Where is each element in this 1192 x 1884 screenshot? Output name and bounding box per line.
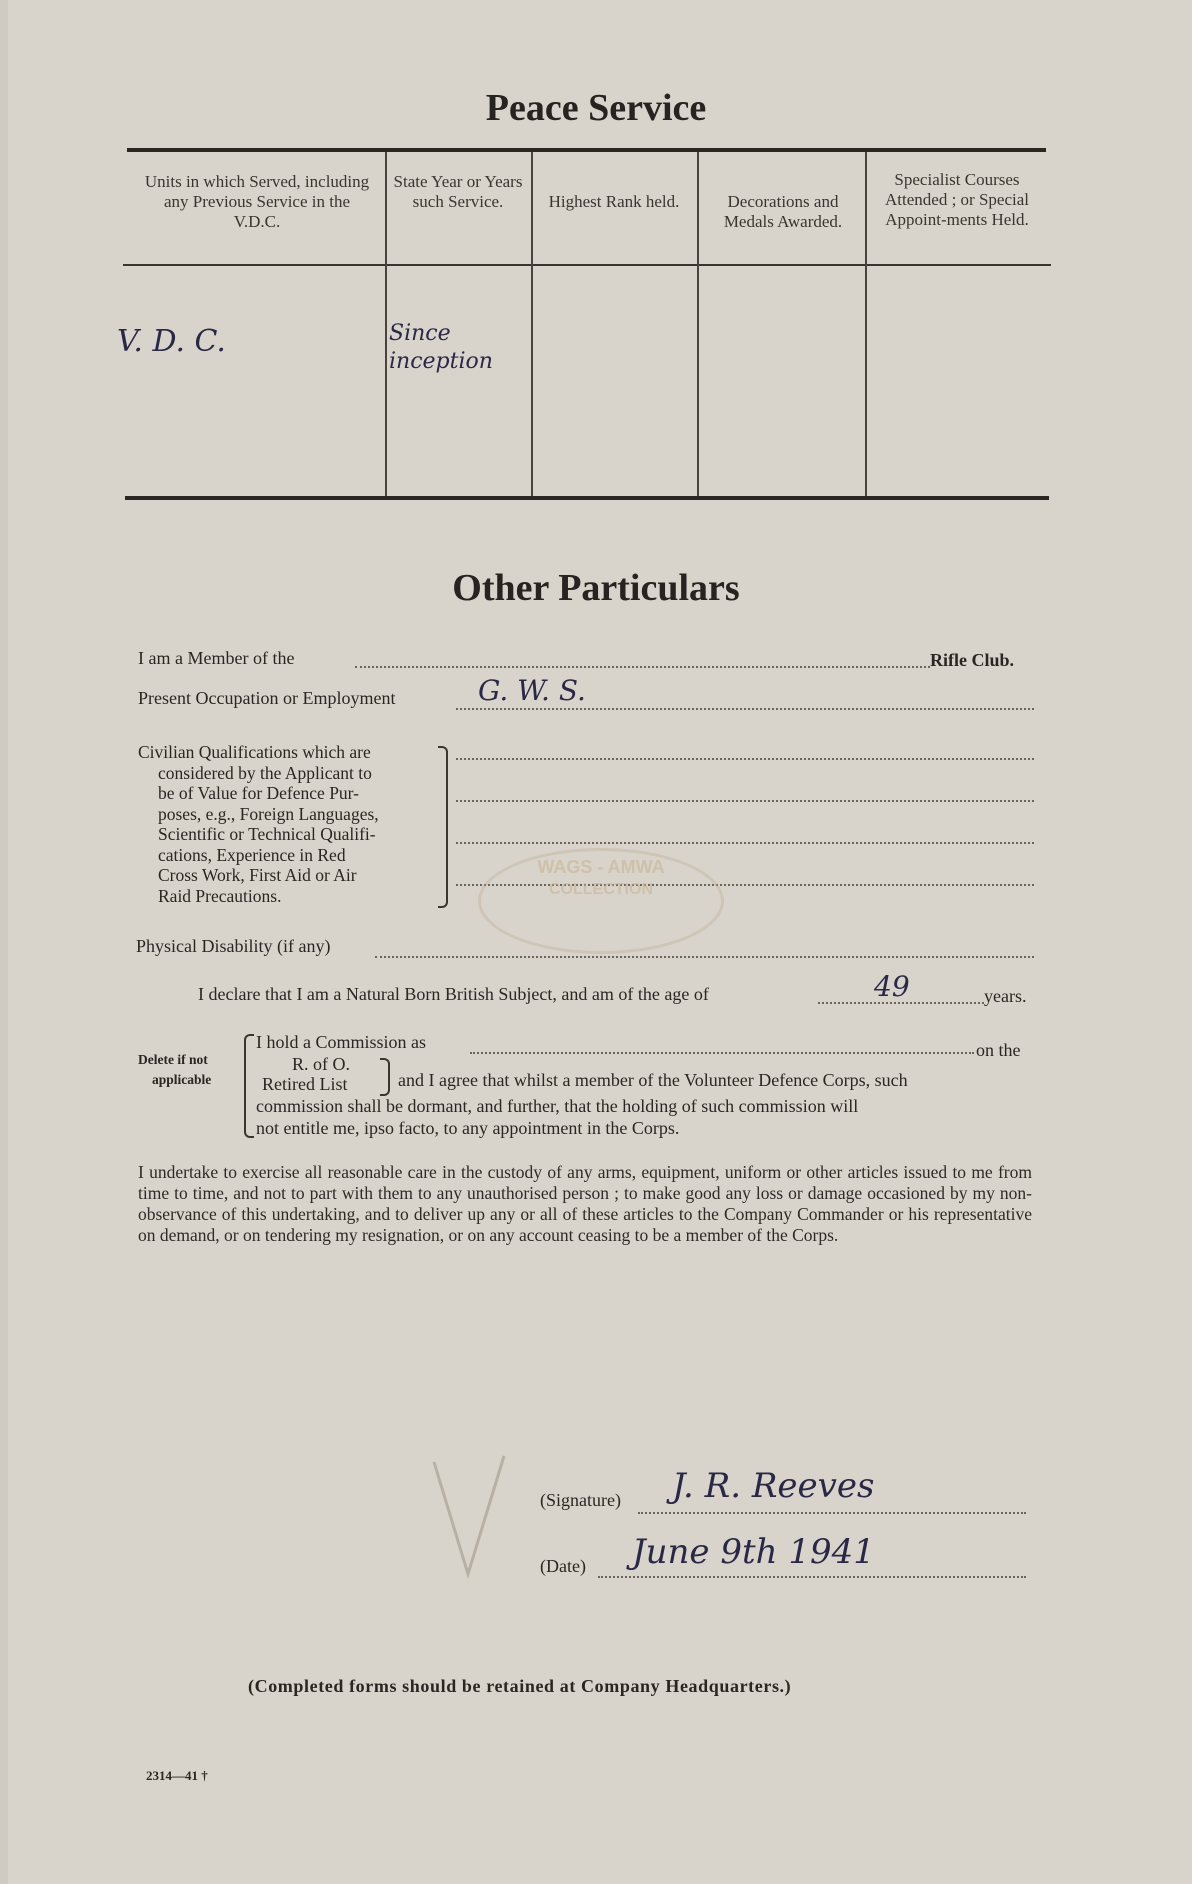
disability-dotted-line xyxy=(375,956,1034,958)
peace-service-table xyxy=(117,148,1046,500)
commission-line-4: not entitle me, ipso facto, to any appointment in the Corps. xyxy=(256,1118,680,1138)
civilian-line: poses, e.g., Foreign Languages, xyxy=(158,803,379,824)
table-bottom-rule xyxy=(125,496,1049,500)
footer-note: (Completed forms should be retained at Company Headquarters.) xyxy=(248,1676,792,1696)
signature-value: J. R. Reeves xyxy=(672,1466,875,1506)
civilian-line: Civilian Qualifications which are xyxy=(138,742,371,762)
delete-note-2: applicable xyxy=(152,1072,212,1087)
occupation-value: G. W. S. xyxy=(478,674,586,707)
commission-dotted-line xyxy=(470,1052,974,1054)
occupation-label: Present Occupation or Employment xyxy=(138,688,396,708)
member-dotted-line xyxy=(355,666,930,668)
civilian-line: Raid Precautions. xyxy=(158,885,282,906)
cell-unit: V. D. C. xyxy=(117,324,226,359)
table-header-rule xyxy=(123,264,1051,266)
watermark-stamp xyxy=(478,848,724,954)
tick-mark xyxy=(430,1452,510,1582)
watermark-text-1: WAGS - AMWA xyxy=(537,857,665,877)
age-value: 49 xyxy=(874,970,910,1003)
header-years: State Year or Years such Service. xyxy=(393,172,523,211)
commission-brace xyxy=(244,1034,254,1138)
signature-label: (Signature) xyxy=(540,1490,621,1510)
delete-note-1: Delete if not xyxy=(138,1052,208,1067)
civilian-line: considered by the Applicant to xyxy=(158,762,372,783)
header-courses: Specialist Courses Attended ; or Special Appoint-ments Held. xyxy=(885,170,1029,229)
undertaking-paragraph: I undertake to exercise all reasonable care in the custody of any arms, equipment, uniform or other articles issued to me from time to time, and not to part with them to any unauthorised person ; to make good any loss or damage occasioned by my non-observance of this undertaking, and to deliver up any or all of these articles to the Company Commander or his representative on demand, or on tendering my resignation, or on any account ceasing to be a member of the Corps. xyxy=(138,1162,1032,1245)
civilian-line: be of Value for Defence Pur- xyxy=(158,783,359,803)
civilian-dotted-line xyxy=(456,842,1034,844)
disability-label: Physical Disability (if any) xyxy=(136,936,331,956)
declaration-text: I declare that I am a Natural Born British Subject, and am of the age of xyxy=(198,984,709,1004)
civilian-line: Cross Work, First Aid or Air xyxy=(158,865,357,885)
form-code: 2314—41 † xyxy=(146,1768,208,1783)
commission-ro: R. of O. xyxy=(292,1054,350,1074)
commission-on-the: on the xyxy=(976,1040,1021,1060)
column-divider xyxy=(865,152,867,496)
table-top-rule xyxy=(127,148,1046,152)
other-particulars-title: Other Particulars xyxy=(452,567,740,609)
civilian-line: Scientific or Technical Qualifi- xyxy=(158,824,376,844)
civilian-dotted-line xyxy=(456,800,1034,802)
cell-years: Since inception xyxy=(389,321,493,374)
civilian-qualifications-label xyxy=(138,742,434,906)
date-dotted-line xyxy=(598,1576,1026,1578)
date-value: June 9th 1941 xyxy=(632,1532,875,1572)
commission-retired: Retired List xyxy=(262,1074,348,1094)
civilian-brace xyxy=(438,746,448,908)
header-rank: Highest Rank held. xyxy=(548,192,680,211)
column-divider xyxy=(697,152,699,496)
occupation-dotted-line xyxy=(456,708,1034,710)
header-units: Units in which Served, including any Previous Service in the V.D.C. xyxy=(144,172,370,231)
header-decorations: Decorations and Medals Awarded. xyxy=(723,192,843,231)
column-divider xyxy=(385,152,387,496)
declaration-years: years. xyxy=(984,986,1027,1006)
commission-line-3: commission shall be dormant, and further, that the holding of such commission will xyxy=(256,1096,859,1116)
signature-dotted-line xyxy=(638,1512,1026,1514)
civilian-dotted-line xyxy=(456,758,1034,760)
date-label: (Date) xyxy=(540,1556,586,1576)
commission-line-2: and I agree that whilst a member of the Volunteer Defence Corps, such xyxy=(398,1070,908,1090)
ro-brace xyxy=(380,1058,390,1096)
peace-service-title: Peace Service xyxy=(485,87,707,129)
civilian-line: cations, Experience in Red xyxy=(158,844,346,865)
member-label: I am a Member of the xyxy=(138,648,295,668)
member-suffix: Rifle Club. xyxy=(930,650,1015,670)
watermark-text-2: COLLECTION xyxy=(549,881,653,898)
commission-line-1: I hold a Commission as xyxy=(256,1032,426,1052)
